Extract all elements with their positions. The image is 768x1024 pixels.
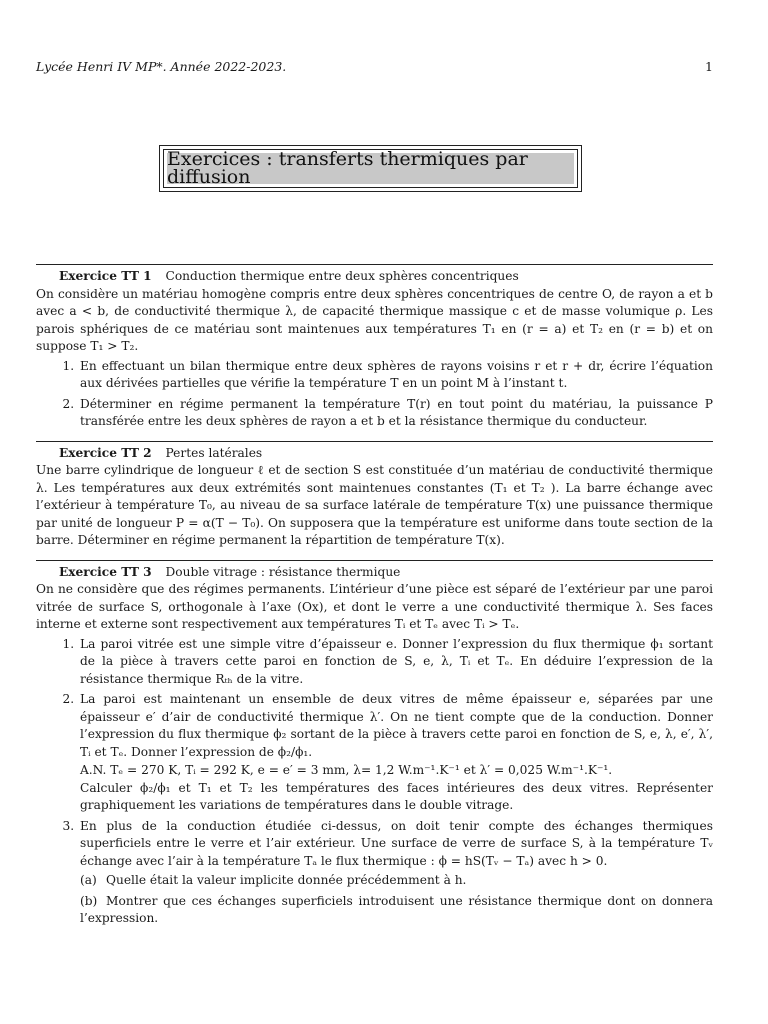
question-text: 3. En plus de la conduction étudiée ci-dessus, on doit tenir compte des échanges thermiques superficiels entre le verre et l’air extérieur. Une surface de verre de surface S, à la température Tᵥ échange avec l’air à la température Tₐ le flux thermique : ϕ = hS(Tᵥ − Tₐ) avec h > 0. — [80, 818, 713, 868]
exercise-subtitle: Conduction thermique entre deux sphères concentriques — [165, 269, 519, 283]
exercise-tt1 — [36, 264, 713, 431]
subquestion-list — [80, 872, 713, 928]
exercise-label: Exercice TT 3 — [59, 564, 152, 579]
title-frame — [159, 145, 582, 192]
header-course-info: Lycée Henri IV MP*. Année 2022-2023. — [36, 59, 287, 74]
exercise-statement: Une barre cylindrique de longueur ℓ et de section S est constituée d’un matériau de conductivité thermique λ. Les températures aux deux extrémités sont maintenues constantes (T₁ et T₂ ). La barre échange avec l’extérieur à température T₀, au niveau de sa surface latérale de température T(x) une puissance thermique par unité de longueur P = α(T − T₀). On supposera que la température est uniforme dans toute section de la barre. Déterminer en régime permanent la répartition de température T(x). — [36, 463, 713, 547]
exercise-statement: On considère un matériau homogène compris entre deux sphères concentriques de centre O, de rayon a et b avec a < b, de conductivité thermique λ, de capacité thermique massique c et de masse volumique ρ. Les parois sphériques de ce matériau sont maintenues aux températures T₁ en (r = a) et T₂ en (r = b) et on suppose T₁ > T₂. — [36, 286, 713, 353]
question-item: 1. En effectuant un bilan thermique entre deux sphères de rayons voisins r et r + dr, écrire l’équation aux dérivées partielles que vérifie la température T en un point M à l’instant t. — [78, 358, 713, 393]
question-text: 2. La paroi est maintenant un ensemble de deux vitres de même épaisseur e, séparées par une épaisseur e′ d’air de conductivité thermique λ′. On ne tient compte que de la conduction. Donner l’expression du flux thermique ϕ₂ sortant de la pièce à travers cette paroi en fonction de S, e, λ, e′, λ′, Tᵢ et Tₑ. Donner l’expression de ϕ₂/ϕ₁. — [80, 692, 713, 759]
numerical-application: A.N. Tₑ = 270 K, Tᵢ = 292 K, e = e′ = 3 mm, λ= 1,2 W.m⁻¹.K⁻¹ et λ′ = 0,025 W.m⁻¹.K⁻¹. — [80, 763, 613, 777]
subquestion-label: (a) — [80, 873, 97, 887]
subquestion-item — [80, 893, 713, 928]
question-item — [78, 691, 713, 815]
exercise-tt2 — [36, 441, 713, 550]
page-header — [36, 58, 713, 76]
exercise-label: Exercice TT 1 — [59, 269, 152, 283]
subquestion-label: (b) — [80, 893, 98, 908]
document-title: Exercices : transferts thermiques par diffusion — [167, 153, 574, 184]
question-item: 2. Déterminer en régime permanent la température T(r) en tout point du matériau, la puissance P transférée entre les deux sphères de rayon a et b et la résistance thermique du conducteur. — [78, 396, 713, 431]
question-item — [78, 818, 713, 928]
question-list — [36, 636, 713, 928]
page-number: 1 — [705, 59, 713, 74]
subquestion-item — [80, 872, 713, 890]
exercise-label: Exercice TT 2 — [59, 445, 152, 460]
exercise-statement: On ne considère que des régimes permanents. L’intérieur d’une pièce est séparé de l’extérieur par une paroi vitrée de surface S, orthogonale à l’axe (Ox), et dont le verre a une conductivité thermique λ. Ses faces interne et externe sont respectivement aux températures Tᵢ et Tₑ avec Tᵢ > Tₑ. — [36, 582, 713, 631]
exercise-list — [36, 264, 713, 938]
subquestion-text: Montrer que ces échanges superficiels introduisent une résistance thermique dont on donnera l’expression. — [80, 893, 713, 925]
exercise-subtitle: Double vitrage : résistance thermique — [165, 564, 401, 579]
question-item: 1. La paroi vitrée est une simple vitre d’épaisseur e. Donner l’expression du flux thermique ϕ₁ sortant de la pièce à travers cette paroi en fonction de S, e, λ, Tᵢ et Tₑ. En déduire l’expression de la résistance thermique Rₜₕ de la vitre. — [78, 636, 713, 689]
exercise-subtitle: Pertes latérales — [165, 445, 263, 460]
question-list — [36, 358, 713, 431]
exercise-tt3 — [36, 560, 713, 928]
subquestion-text: Quelle était la valeur implicite donnée précédemment à h. — [106, 873, 467, 887]
question-calculation: Calculer ϕ₂/ϕ₁ et T₁ et T₂ les températures des faces intérieures des deux vitres. Représenter graphiquement les variations de températures dans le double vitrage. — [80, 780, 713, 812]
